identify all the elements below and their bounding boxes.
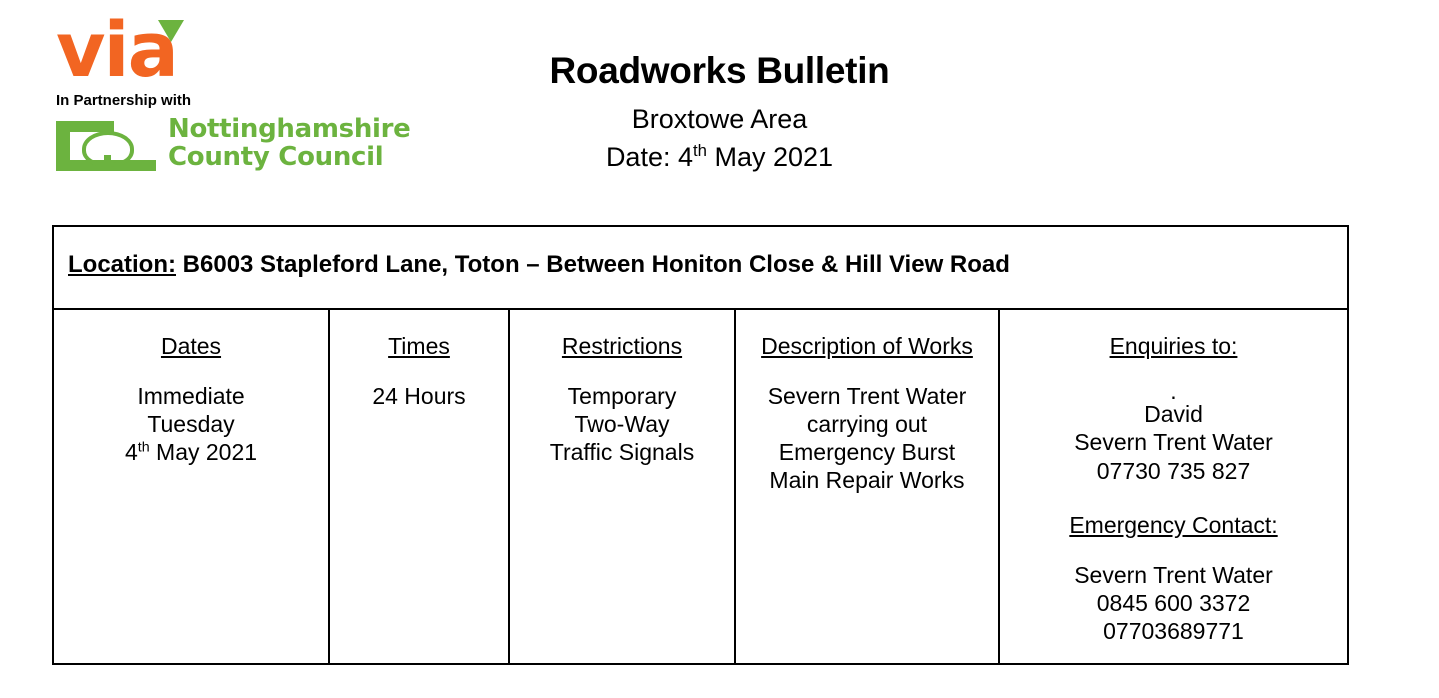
enquiries-contact-name: David	[1144, 401, 1203, 428]
description-line-3: Emergency Burst	[778, 439, 956, 466]
enquiries-dot: .	[1170, 378, 1177, 405]
bulletin-date-prefix: Date: 4	[605, 142, 693, 172]
column-description-heading: Description of Works	[761, 333, 973, 359]
dates-line-2: Tuesday	[147, 411, 235, 438]
location-row	[54, 227, 1347, 310]
council-name-line2: County Council	[168, 142, 384, 173]
area-subtitle: Broxtowe Area	[631, 104, 808, 134]
column-dates	[54, 310, 330, 665]
location-label: Location:	[68, 251, 176, 278]
emergency-contact-heading: Emergency Contact:	[1069, 511, 1278, 538]
enquiries-phone: 07730 735 827	[1096, 457, 1251, 484]
times-line-1: 24 Hours	[372, 383, 466, 410]
dates-month-year: May 2021	[149, 439, 258, 466]
column-dates-body	[62, 382, 320, 466]
emergency-phone-1: 0845 600 3372	[1096, 589, 1251, 616]
column-restrictions-body	[518, 382, 726, 466]
column-times	[330, 310, 510, 665]
column-enquiries-body	[1008, 378, 1339, 645]
location-value: B6003 Stapleford Lane, Toton – Between Honiton Close & Hill View Road	[176, 251, 1010, 278]
council-name-line1: Nottinghamshire	[168, 114, 411, 145]
title-block	[0, 50, 1439, 173]
column-enquiries-heading: Enquiries to:	[1109, 333, 1238, 359]
bulletin-table	[52, 225, 1349, 665]
emergency-phone-2: 07703689771	[1103, 617, 1244, 644]
page-title: Roadworks Bulletin	[549, 50, 890, 91]
dates-ordinal: th	[137, 439, 150, 456]
column-restrictions	[510, 310, 736, 665]
column-restrictions-heading: Restrictions	[561, 333, 683, 359]
dates-line-1: Immediate	[137, 383, 245, 410]
restrictions-line-1: Temporary	[567, 383, 677, 410]
via-tick-icon	[158, 20, 184, 42]
description-line-4: Main Repair Works	[769, 467, 965, 494]
bulletin-date-ordinal: th	[693, 141, 707, 160]
column-times-body	[338, 382, 500, 410]
dates-day: 4	[124, 439, 138, 466]
bulletin-columns	[54, 310, 1347, 665]
document-header	[0, 0, 1439, 212]
restrictions-line-2: Two-Way	[574, 411, 670, 438]
partnership-text: In Partnership with	[56, 92, 192, 110]
column-enquiries	[1000, 310, 1347, 665]
restrictions-line-3: Traffic Signals	[549, 439, 695, 466]
column-description-body	[744, 382, 990, 494]
description-line-2: carrying out	[806, 411, 928, 438]
column-description	[736, 310, 1000, 665]
bulletin-date-suffix: May 2021	[706, 142, 834, 172]
emergency-company: Severn Trent Water	[1074, 561, 1273, 588]
via-logo-text: via	[56, 5, 177, 94]
bulletin-date	[0, 141, 1439, 173]
dates-line-3	[62, 438, 320, 466]
enquiries-company: Severn Trent Water	[1074, 429, 1273, 456]
column-times-heading: Times	[388, 333, 450, 359]
description-line-1: Severn Trent Water	[767, 383, 967, 410]
column-dates-heading: Dates	[160, 333, 222, 359]
